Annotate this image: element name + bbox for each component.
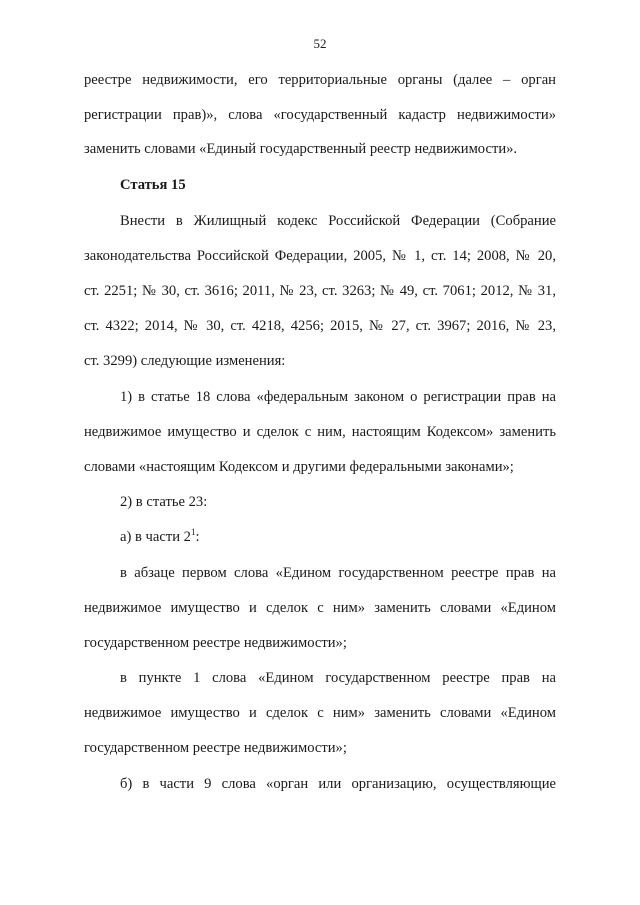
text-line: 2) в статье 23: [120, 494, 208, 510]
text-line: регистрации прав)», слова «государственный кадастр недвижимости» [84, 107, 556, 123]
text-line: Внести в Жилищный кодекс Российской Федерации (Собрание [120, 213, 556, 229]
superscript: 1 [190, 527, 196, 538]
text-line: недвижимое имущество и сделок с ним» заменить словами «Едином [84, 600, 556, 616]
text-line: ст. 4322; 2014, № 30, ст. 4218, 4256; 2015, № 27, ст. 3967; 2016, № 23, [84, 318, 556, 334]
text-line: б) в части 9 слова «орган или организацию, осуществляющие [120, 776, 556, 792]
text-line: в пункте 1 слова «Едином государственном реестре прав на [120, 670, 556, 686]
article-heading: Статья 15 [120, 177, 186, 193]
text-line: недвижимое имущество и сделок с ним» заменить словами «Едином [84, 705, 556, 721]
text-fragment: а) в части 2 [120, 529, 191, 545]
text-line: словами «настоящим Кодексом и другими федеральными законами»; [84, 459, 514, 475]
text-line: 1) в статье 18 слова «федеральным законом о регистрации прав на [120, 389, 556, 405]
text-line-with-superscript [120, 528, 556, 546]
text-fragment: : [195, 529, 200, 545]
text-line: законодательства Российской Федерации, 2005, № 1, ст. 14; 2008, № 20, [84, 248, 556, 264]
text-line: ст. 3299) следующие изменения: [84, 353, 286, 369]
text-line: реестре недвижимости, его территориальные органы (далее – орган [84, 72, 556, 88]
text-line: в абзаце первом слова «Едином государственном реестре прав на [120, 565, 556, 581]
text-line: заменить словами «Единый государственный реестр недвижимости». [84, 141, 518, 157]
text-line: государственном реестре недвижимости»; [84, 740, 347, 756]
page-number: 52 [313, 36, 327, 51]
text-line: ст. 2251; № 30, ст. 3616; 2011, № 23, ст. 3263; № 49, ст. 7061; 2012, № 31, [84, 283, 556, 299]
text-line: государственном реестре недвижимости»; [84, 635, 347, 651]
text-line: недвижимое имущество и сделок с ним, настоящим Кодексом» заменить [84, 424, 556, 440]
